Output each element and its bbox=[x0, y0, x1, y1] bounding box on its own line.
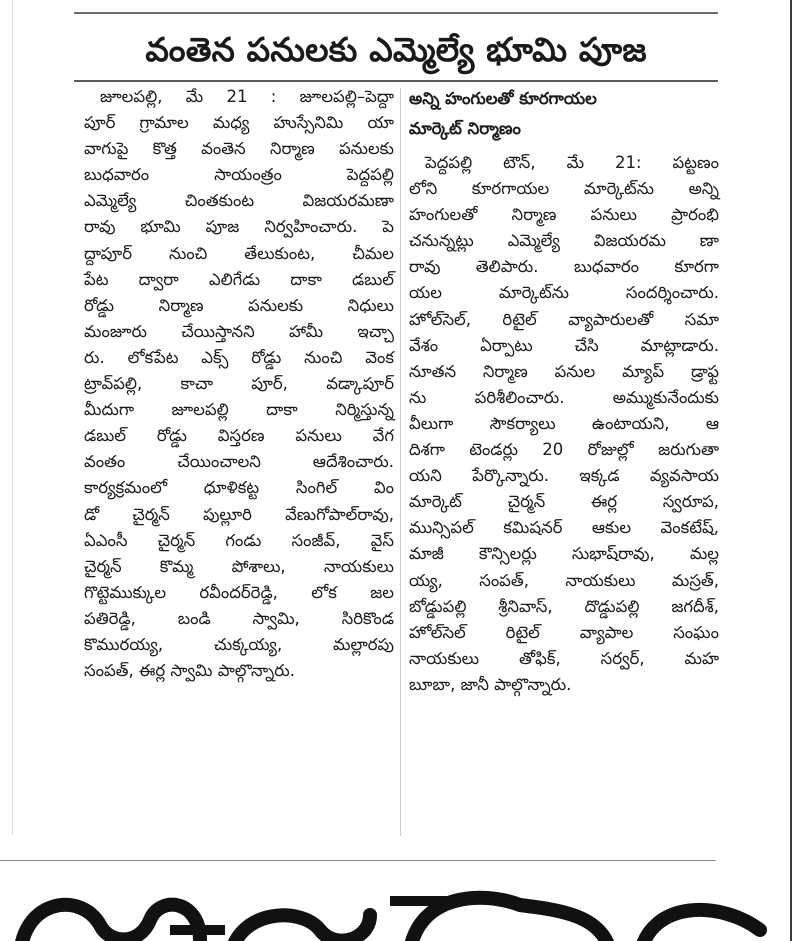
right-column-body bbox=[409, 84, 719, 698]
body-text-line: లోని కూరగాయల మార్కెట్‌ను అన్ని bbox=[409, 179, 719, 199]
body-text-line: పతిరెడ్డి, బండి స్వామి, సిరికొండ bbox=[84, 608, 394, 628]
body-text-line: మంజూరు చేయిస్తానని హామీ ఇచ్చా bbox=[84, 321, 394, 341]
body-text-line: మాజీ కౌన్సిలర్లు సుభాష్‌రావు, మల్ల bbox=[409, 544, 719, 564]
body-text-line: ను పరిశీలించారు. అమ్ముకునేందుకు bbox=[409, 387, 719, 407]
body-text-line: డో చైర్మన్ పుల్లూరి వేణుగోపాల్‌రావు, bbox=[84, 504, 394, 524]
body-text-line: ట్రావ్‌పల్లి, కాచా పూర్, వడ్కాపూర్ bbox=[84, 374, 394, 394]
body-text-line: కార్యక్రమంలో ధూళికట్ట సింగిల్ విం bbox=[84, 478, 394, 498]
body-text-line: కొమురయ్య, చుక్కయ్య, మల్లారపు bbox=[84, 634, 394, 654]
body-text-line: యల మార్కెట్‌ను సందర్శించారు. bbox=[409, 283, 719, 303]
body-text-line: ఎమ్మెల్యే చింతకుంట విజయరమణా bbox=[84, 191, 394, 211]
body-text-line: గొట్టెముక్కుల రవీందర్‌రెడ్డి, లోక జల bbox=[84, 582, 394, 602]
body-text-line: రోడ్డు నిర్మాణ పనులకు నిధులు bbox=[84, 295, 394, 315]
body-text-line: బోడ్డుపల్లి శ్రీనివాస్, దొడ్డుపల్లి జగదీశ్, bbox=[409, 596, 719, 616]
right-border-rule bbox=[790, 0, 792, 941]
headline-underline bbox=[74, 80, 718, 82]
subhead-line: అన్ని హంగులతో కూరగాయల bbox=[409, 89, 597, 108]
body-text-line: పెద్దపల్లి టౌన్, మే 21: పట్టణం bbox=[425, 153, 719, 172]
body-text-line: డబుల్ రోడ్డు విస్తరణ పనులు వేగ bbox=[84, 426, 394, 446]
article-headline: వంతెన పనులకు ఎమ్మెల్యే భూమి పూజ bbox=[145, 30, 647, 69]
body-text-line: జూలపల్లి, మే 21 : జూలపల్లి–పెద్దా bbox=[100, 87, 394, 106]
body-text-line: వేశం ఏర్పాటు చేసి మాట్లాడారు. bbox=[409, 335, 719, 355]
body-text-line: వాగుపై కొత్త వంతెన నిర్మాణ పనులకు bbox=[84, 139, 394, 159]
body-text-line: హోల్‌సెల్ రిటైల్ వ్యాపాల సంఘం bbox=[409, 622, 719, 642]
body-text-line: హంగులతో నిర్మాణ పనులు ప్రారంభి bbox=[409, 205, 719, 225]
body-text-line: య్య, సంపత్, నాయకులు మస్రత్, bbox=[409, 570, 719, 590]
body-text-line: రు. లోకపేట ఎక్స్ రోడ్డు నుంచి వెంక bbox=[84, 347, 394, 367]
body-text-line: వీలుగా సౌకర్యాలు ఉంటాయని, ఆ bbox=[409, 413, 719, 433]
body-text-line: మున్సిపల్ కమిషనర్ ఆకుల వెంకటేష్, bbox=[409, 518, 719, 538]
left-margin-rule bbox=[12, 0, 13, 835]
body-text-line: మీదుగా జూలపల్లి దాకా నిర్మిస్తున్న bbox=[84, 400, 394, 420]
body-text-line: చైర్మన్ కొమ్మ పోశాలు, నాయకులు bbox=[84, 556, 394, 576]
right-body-text bbox=[409, 150, 719, 698]
body-text-line: చనున్నట్లు ఎమ్మెల్యే విజయరమ ణా bbox=[409, 231, 719, 251]
body-text-line: నూతన నిర్మాణ పనుల మ్యాప్ డ్రాఫ్ట bbox=[409, 361, 719, 381]
body-text-line: సంపత్, ఈర్ల స్వామి పాల్గొన్నారు. bbox=[84, 661, 295, 681]
bottom-rule bbox=[0, 860, 716, 861]
body-text-line: మార్కెట్ చైర్మన్ ఈర్ల స్వరూప, bbox=[409, 492, 719, 512]
body-text-line: హోల్‌సెల్, రిటైల్ వ్యాపారులతో సమా bbox=[409, 309, 719, 329]
body-text-line: దిశగా టెండర్లు 20 రోజుల్లో జరుగుతా bbox=[409, 440, 719, 460]
cropped-headline-glyphs bbox=[0, 870, 790, 941]
next-headline-fragment bbox=[0, 870, 790, 941]
body-text-line: నాయకులు తోఫిక్, సర్వర్, మహ bbox=[409, 648, 719, 668]
body-text-line: వంతం చేయించాలని ఆదేశించారు. bbox=[84, 452, 394, 472]
body-text-line: పూర్ గ్రామాల మధ్య హుస్సేనిమి యా bbox=[84, 113, 394, 133]
body-text-line: పేట ద్వారా ఎలిగేడు దాకా డబుల్ bbox=[84, 269, 394, 289]
column-divider bbox=[400, 88, 401, 836]
body-text-line: బుధవారం సాయంత్రం పెద్దపల్లి bbox=[84, 165, 394, 185]
body-text-line: రావు తెలిపారు. బుధవారం కూరగా bbox=[409, 257, 719, 277]
body-text-line: ఏఎంసీ చైర్మన్ గండు సంజీవ్, వైస్ bbox=[84, 530, 394, 550]
body-text-line: ద్దాపూర్ నుంచి తేలుకుంట, చీమల bbox=[84, 243, 394, 263]
body-text-line: యని పేర్కొన్నారు. ఇక్కడ వ్యవసాయ bbox=[409, 466, 719, 486]
top-rule bbox=[74, 12, 718, 14]
body-text-line: రావు భూమి పూజ నిర్వహించారు. పె bbox=[84, 217, 394, 237]
body-text-line: బూబా, జానీ పాల్గొన్నారు. bbox=[409, 674, 572, 694]
left-column-body bbox=[84, 84, 394, 684]
subhead-line: మార్కెట్ నిర్మాణం bbox=[409, 119, 521, 138]
